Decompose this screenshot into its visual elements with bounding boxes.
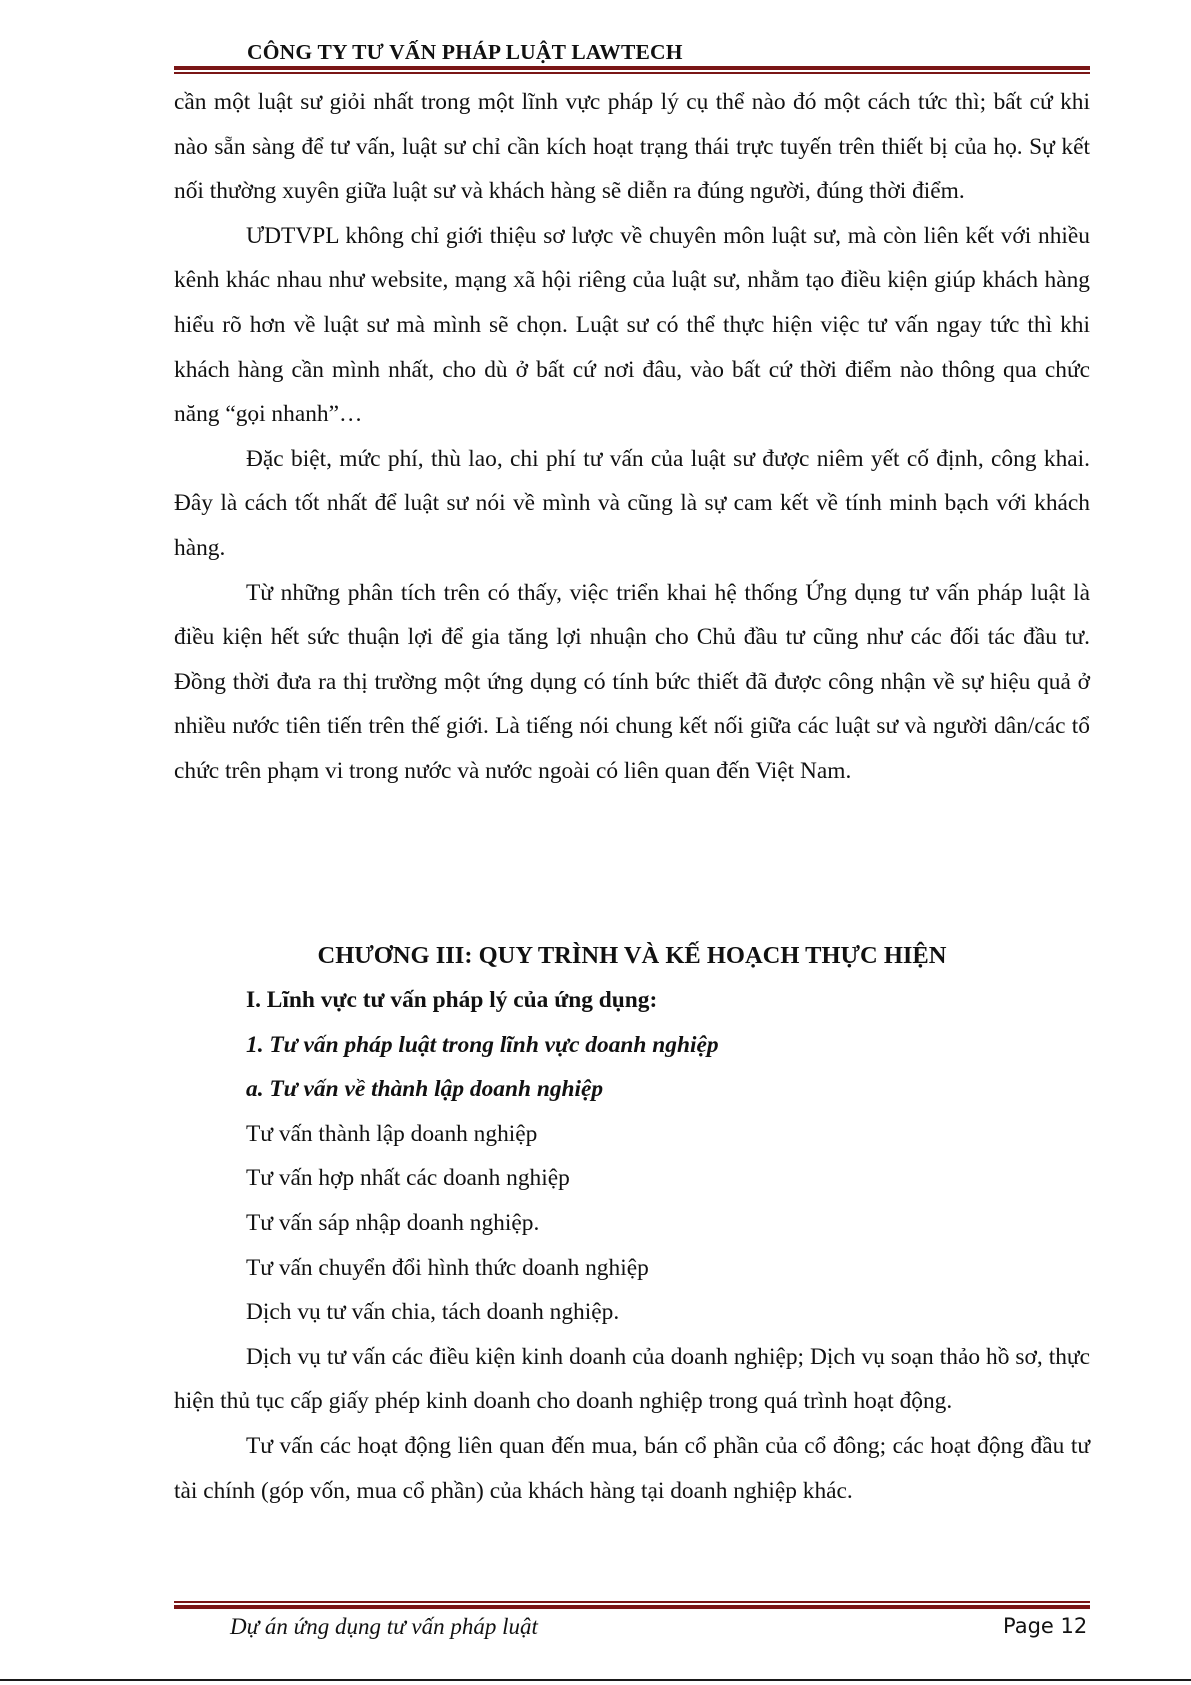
footer-rule-thick [174,1605,1090,1609]
chapter-title: CHƯƠNG III: QUY TRÌNH VÀ KẾ HOẠCH THỰC HIỆN [317,942,947,969]
list-item: Tư vấn sáp nhập doanh nghiệp. [246,1209,540,1236]
list-item: Tư vấn thành lập doanh nghiệp [246,1120,538,1147]
list-item: Tư vấn hợp nhất các doanh nghiệp [246,1165,570,1192]
footer-rule-thin [174,1601,1090,1603]
paragraph-5: Dịch vụ tư vấn các điều kiện kinh doanh của doanh nghiệp; Dịch vụ soạn thảo hồ sơ, thực hiện thủ tục cấp giấy phép kinh doanh cho doanh nghiệp trong quá trình hoạt động. [174,1343,1090,1415]
section-heading: I. Lĩnh vực tư vấn pháp lý của ứng dụng: [246,987,658,1013]
paragraph-3: Đặc biệt, mức phí, thù lao, chi phí tư vấn của luật sư được niêm yết cố định, công khai. Đây là cách tốt nhất để luật sư nói về mình và cũng là sự cam kết về tính minh bạch với khách hàng. [174,445,1090,561]
paragraph-1: cần một luật sư giỏi nhất trong một lĩnh vực pháp lý cụ thể nào đó một cách tức thì; bất cứ khi nào sẵn sàng để tư vấn, luật sư chỉ cần kích hoạt trạng thái trực tuyến trên thiết bị của họ. Sự kết nối thường xuyên giữa luật sư và khách hàng sẽ diễn ra đúng người, đúng thời điểm. [174,89,1090,205]
page-bottom-edge [0,1679,1191,1681]
paragraph-4: Từ những phân tích trên có thấy, việc triển khai hệ thống Ứng dụng tư vấn pháp luật là điều kiện hết sức thuận lợi để gia tăng lợi nhuận cho Chủ đầu tư cũng như các đối tác đầu tư. Đồng thời đưa ra thị trường một ứng dụng có tính bức thiết đã được công nhận về sự hiệu quả ở nhiều nước tiên tiến trên thế giới. Là tiếng nói chung kết nối giữa các luật sư và người dân/các tổ chức trên phạm vi trong nước và nước ngoài có liên quan đến Việt Nam. [174,579,1090,784]
chapter-section [174,978,1090,1513]
page-number: Page 12 [1003,1614,1088,1638]
paragraph-2: ƯDTVPL không chỉ giới thiệu sơ lược về chuyên môn luật sư, mà còn liên kết với nhiều kênh khác nhau như website, mạng xã hội riêng của luật sư, nhằm tạo điều kiện giúp khách hàng hiểu rõ hơn về luật sư mà mình sẽ chọn. Luật sư có thể thực hiện việc tư vấn ngay tức thì khi khách hàng cần mình nhất, cho dù ở bất cứ nơi đâu, vào bất cứ thời điểm nào thông qua chức năng “gọi nhanh”… [174,222,1090,428]
subsection-heading: 1. Tư vấn pháp luật trong lĩnh vực doanh nghiệp [246,1031,719,1058]
header-company-title: CÔNG TY TƯ VẤN PHÁP LUẬT LAWTECH [247,40,683,64]
sub-subsection-heading: a. Tư vấn về thành lập doanh nghiệp [246,1076,604,1103]
body-text [174,80,1090,794]
footer-project-title: Dự án ứng dụng tư vấn pháp luật [230,1614,538,1639]
list-item: Tư vấn chuyển đổi hình thức doanh nghiệp [246,1254,649,1281]
paragraph-6: Tư vấn các hoạt động liên quan đến mua, bán cổ phần của cổ đông; các hoạt động đầu tư tài chính (góp vốn, mua cổ phần) của khách hàng tại doanh nghiệp khác. [174,1432,1090,1504]
list-item: Dịch vụ tư vấn chia, tách doanh nghiệp. [246,1299,620,1326]
header-rule-thin [174,72,1090,74]
header-rule-thick [174,66,1090,70]
